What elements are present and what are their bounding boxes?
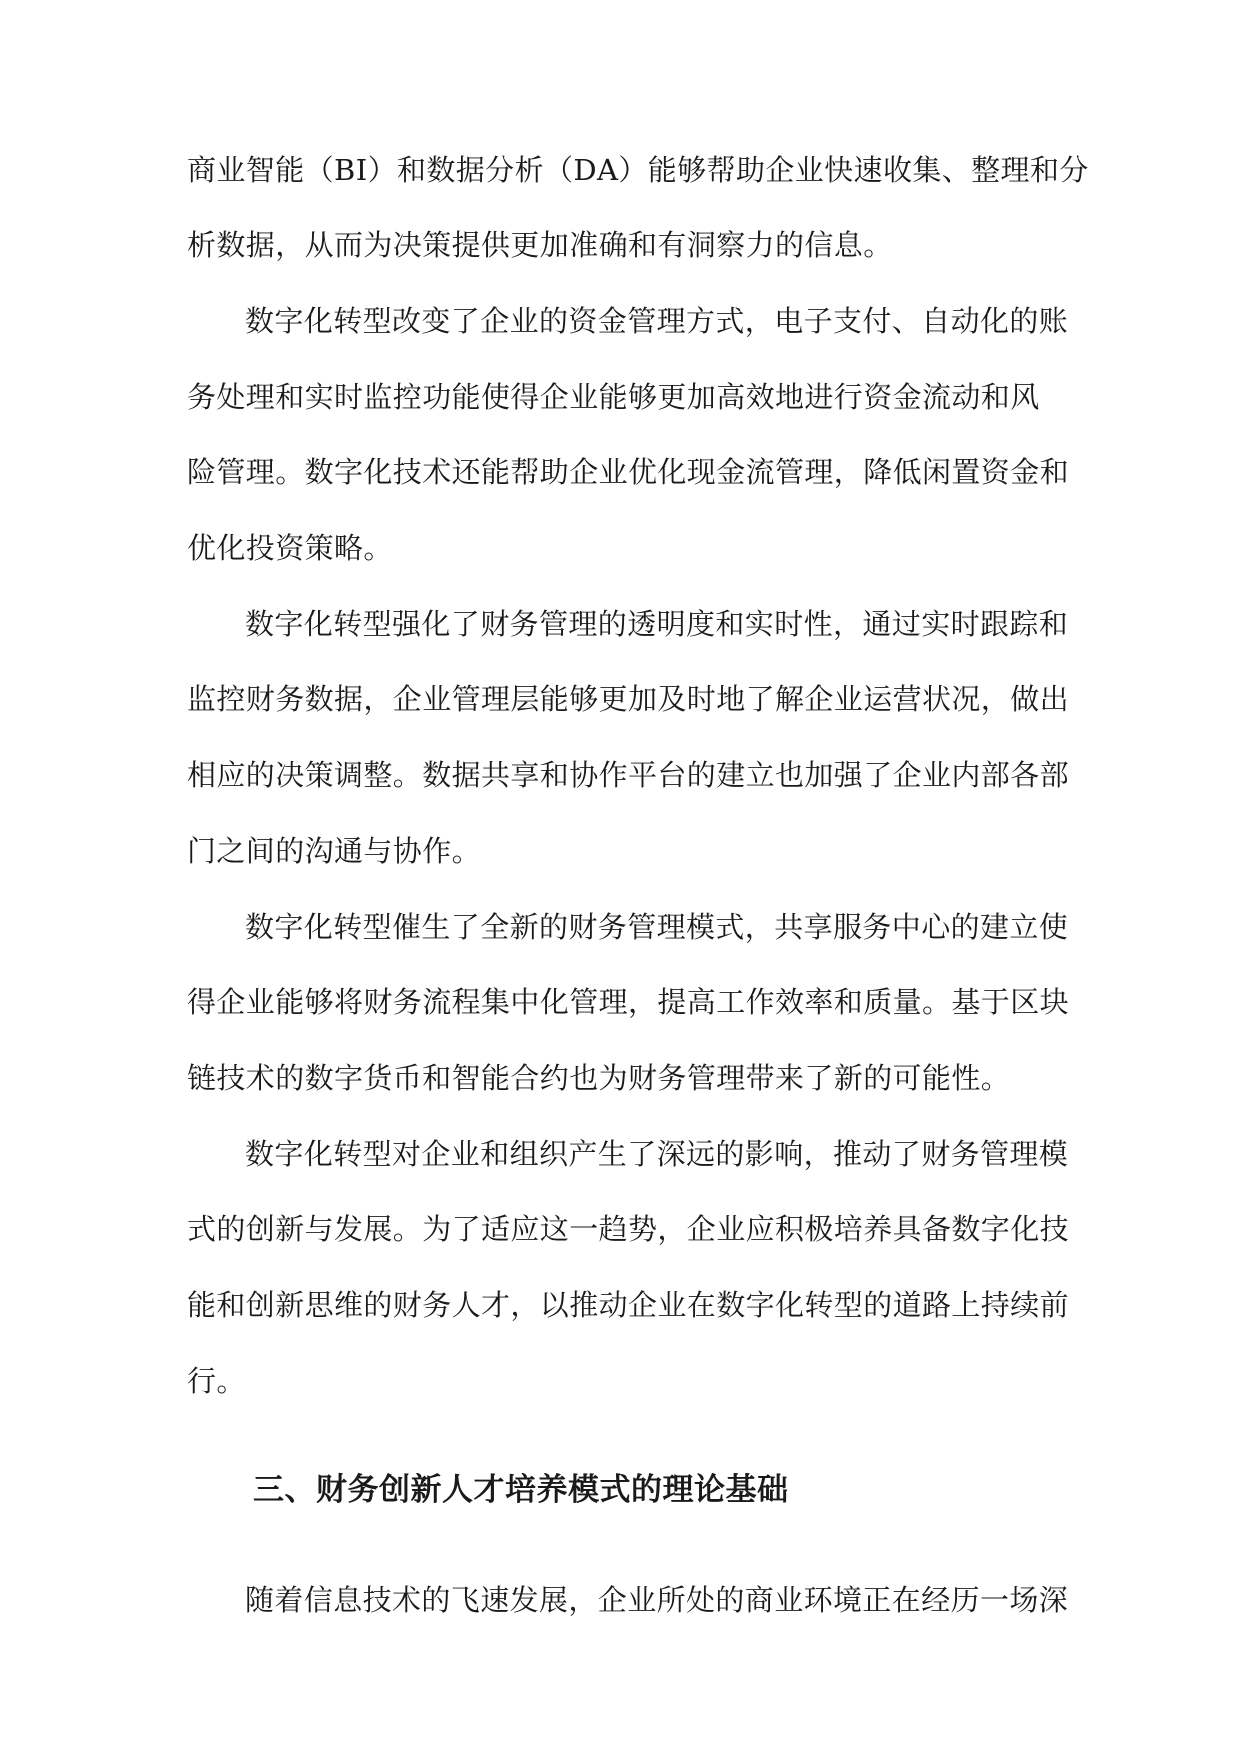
text-line: 数字化转型改变了企业的资金管理方式，电子支付、自动化的账 (245, 304, 1069, 338)
text-line: 能和创新思维的财务人才，以推动企业在数字化转型的道路上持续前 (187, 1288, 1070, 1322)
paragraph-2-line-4 (0, 523, 1241, 573)
section-heading: 三、财务创新人才培养模式的理论基础 (253, 1472, 789, 1508)
paragraph-3-line-1 (0, 599, 1241, 649)
text-line: 数字化转型强化了财务管理的透明度和实时性，通过实时跟踪和 (245, 607, 1069, 641)
text-line: 险管理。数字化技术还能帮助企业优化现金流管理，降低闲置资金和 (187, 455, 1070, 489)
text-line: 务处理和实时监控功能使得企业能够更加高效地进行资金流动和风 (187, 380, 1040, 414)
paragraph-5-line-3 (0, 1280, 1241, 1330)
text-line: 行。 (187, 1364, 246, 1398)
paragraph-5-line-1 (0, 1129, 1241, 1179)
paragraph-5-line-2 (0, 1204, 1241, 1254)
paragraph-4-line-2 (0, 977, 1241, 1027)
text-line: 数字化转型催生了全新的财务管理模式，共享服务中心的建立使 (245, 910, 1069, 944)
paragraph-1-line-1 (0, 145, 1241, 195)
text-line: 监控财务数据，企业管理层能够更加及时地了解企业运营状况，做出 (187, 682, 1070, 716)
text-line: 优化投资策略。 (187, 531, 393, 565)
paragraph-2-line-1 (0, 296, 1241, 346)
text-line: 析数据，从而为决策提供更加准确和有洞察力的信息。 (187, 228, 893, 262)
text-line: 式的创新与发展。为了适应这一趋势，企业应积极培养具备数字化技 (187, 1212, 1070, 1246)
text-line: 商业智能（BI）和数据分析（DA）能够帮助企业快速收集、整理和分 (187, 153, 1089, 187)
paragraph-2-line-3 (0, 447, 1241, 497)
paragraph-3-line-2 (0, 674, 1241, 724)
paragraph-3-line-4 (0, 826, 1241, 876)
paragraph-1-line-2 (0, 220, 1241, 270)
closing-paragraph-line-1 (0, 1575, 1241, 1625)
text-line: 数字化转型对企业和组织产生了深远的影响，推动了财务管理模 (245, 1137, 1069, 1171)
paragraph-2-line-2 (0, 372, 1241, 422)
paragraph-4-line-3 (0, 1053, 1241, 1103)
text-line: 门之间的沟通与协作。 (187, 834, 482, 868)
text-line: 相应的决策调整。数据共享和协作平台的建立也加强了企业内部各部 (187, 758, 1070, 792)
text-line: 链技术的数字货币和智能合约也为财务管理带来了新的可能性。 (187, 1061, 1011, 1095)
text-line: 得企业能够将财务流程集中化管理，提高工作效率和质量。基于区块 (187, 985, 1070, 1019)
paragraph-5-line-4 (0, 1356, 1241, 1406)
paragraph-4-line-1 (0, 902, 1241, 952)
text-line: 随着信息技术的飞速发展，企业所处的商业环境正在经历一场深 (245, 1583, 1069, 1617)
paragraph-3-line-3 (0, 750, 1241, 800)
